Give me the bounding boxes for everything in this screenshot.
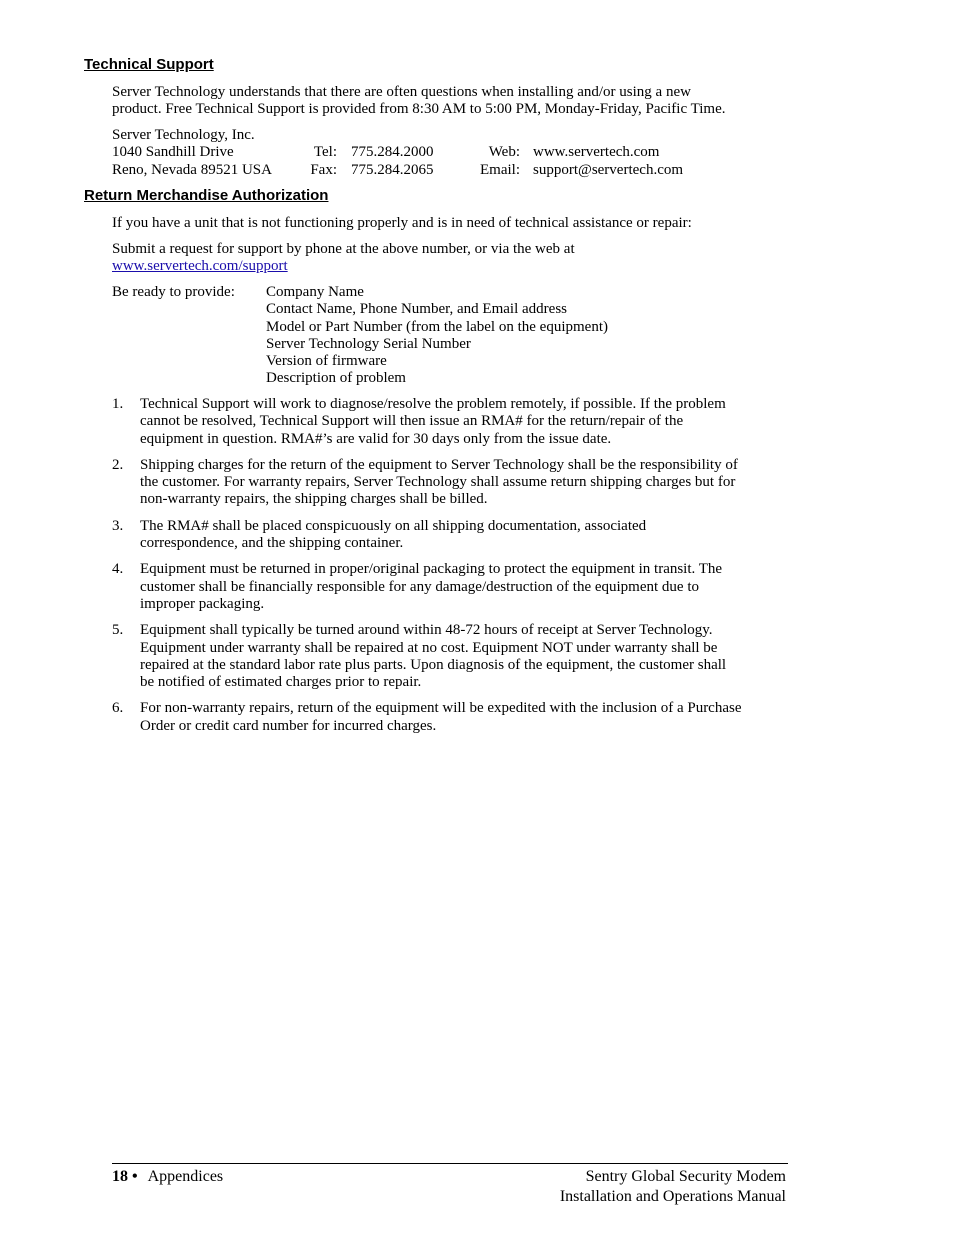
- step-text: Shipping charges for the return of the equipment to Server Technology shall be the responsibility of the customer. For warranty repairs, Server Technology shall assume return shipping charges but for non-warranty repairs, the shipping charges shall be billed.: [140, 456, 738, 508]
- step-text: Equipment shall typically be turned around within 48-72 hours of receipt at Server Technology. Equipment under warranty shall be repaired at no cost. Equipment NOT under warranty shall be repaired at the standard labor rate plus parts. Upon diagnosis of the equipment, the customer shall be notified of estimated charges prior to repair.: [140, 622, 727, 691]
- step-number: 1.: [112, 396, 124, 412]
- footer-section: Appendices: [147, 1168, 224, 1185]
- manual-title-line2: Installation and Operations Manual: [559, 1188, 786, 1205]
- contact-label-email: Email:: [480, 161, 520, 178]
- list-item: Description of problem: [266, 370, 406, 387]
- step-text: Equipment must be returned in proper/original packaging to protect the equipment in transit. The customer shall be financially responsible for any damage/destruction of the equipment due to improper packaging.: [140, 561, 723, 612]
- footer-divider: [112, 1163, 788, 1164]
- step-number: 6.: [112, 700, 124, 717]
- step-number: 5.: [112, 622, 124, 639]
- section-heading-rma: Return Merchandise Authorization: [84, 187, 329, 204]
- contact-label-tel: Tel:: [313, 144, 337, 161]
- footer-left: [112, 1167, 223, 1187]
- contact-value-web: www.servertech.com: [533, 144, 660, 161]
- ready-items: [266, 284, 608, 388]
- rma-submit-paragraph: [112, 241, 742, 276]
- step-text: For non-warranty repairs, return of the equipment will be expedited with the inclusion of a Purchase Order or credit card number for incurred charges.: [140, 700, 742, 734]
- list-item: Server Technology Serial Number: [266, 335, 471, 352]
- rma-intro: If you have a unit that is not functioning properly and is in need of technical assistance or repair:: [112, 215, 692, 231]
- list-item: Model or Part Number (from the label on the equipment): [266, 318, 608, 335]
- technical-support-intro: Server Technology understands that there are often questions when installing and/or using a new product. Free Technical Support is provided from 8:30 AM to 5:00 PM, Monday-Friday, Pacific Time.: [112, 84, 726, 118]
- manual-title-line1: Sentry Global Security Modem: [585, 1168, 786, 1185]
- contact-label-web: Web:: [488, 144, 520, 161]
- support-link[interactable]: www.servertech.com/support: [112, 258, 288, 275]
- rma-step: [112, 622, 742, 691]
- step-number: 4.: [112, 561, 124, 578]
- footer-bullet: •: [132, 1168, 138, 1185]
- rma-step: [112, 561, 742, 613]
- rma-submit-text: Submit a request for support by phone at the above number, or via the web at: [112, 241, 575, 257]
- rma-steps-list: [112, 396, 742, 744]
- list-item: Version of firmware: [266, 353, 387, 370]
- rma-step: [112, 700, 742, 735]
- footer-right: [560, 1167, 786, 1207]
- contact-address: Reno, Nevada 89521 USA: [112, 161, 272, 178]
- list-item: Contact Name, Phone Number, and Email address: [266, 301, 567, 318]
- rma-step: [112, 518, 742, 553]
- contact-address: 1040 Sandhill Drive: [112, 144, 234, 161]
- step-number: 3.: [112, 517, 124, 534]
- rma-step: [112, 457, 742, 509]
- contact-value-email: support@servertech.com: [533, 161, 684, 178]
- rma-step: [112, 396, 742, 448]
- step-text: The RMA# shall be placed conspicuously on all shipping documentation, associated correspondence, and the shipping container.: [140, 517, 647, 552]
- section-heading-technical-support: Technical Support: [84, 56, 214, 73]
- step-text: Technical Support will work to diagnose/resolve the problem remotely, if possible. If the problem cannot be resolved, Technical Support will then issue an RMA# for the return/repair of the equipment in question. RMA#’s are valid for 30 days only from the issue date.: [140, 396, 726, 447]
- contact-address: Server Technology, Inc.: [112, 127, 255, 143]
- contact-label-fax: Fax:: [310, 161, 337, 178]
- page-number: 18: [112, 1168, 128, 1185]
- list-item: Company Name: [266, 284, 364, 300]
- ready-label: Be ready to provide:: [112, 284, 235, 300]
- contact-value-fax: 775.284.2065: [351, 161, 434, 178]
- step-number: 2.: [112, 456, 124, 473]
- contact-value-tel: 775.284.2000: [351, 144, 434, 161]
